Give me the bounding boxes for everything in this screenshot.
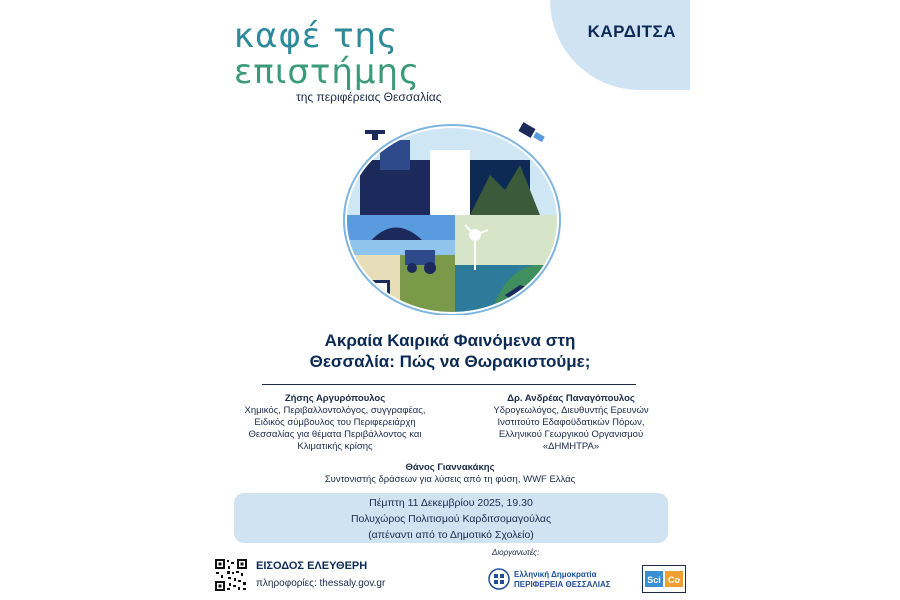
speaker-panagopoulos xyxy=(458,393,684,453)
greek-emblem-icon xyxy=(488,568,510,590)
event-title-line-2: Θεσσαλία: Πώς να Θωρακιστούμε; xyxy=(309,352,591,371)
city-name: ΚΑΡΔΙΤΣΑ xyxy=(587,22,676,41)
organizers-label: Διοργανωτές: xyxy=(492,548,540,557)
speaker-role-line: «ΔΗΜΗΤΡΑ» xyxy=(542,441,600,452)
title-divider xyxy=(262,384,636,385)
scico-logo xyxy=(642,565,686,593)
drone-icon xyxy=(365,130,385,140)
organizer-line-1: Ελληνική Δημοκρατία xyxy=(514,570,597,579)
science-cafe-logo xyxy=(234,18,442,104)
speaker-role-line: Ελληνικού Γεωργικού Οργανισμού xyxy=(498,429,644,440)
event-title-line-1: Ακραία Καιρικά Φαινόμενα στη xyxy=(324,331,576,350)
speaker-name: Ζήσης Αργυρόπουλος xyxy=(284,393,386,404)
logo-subtitle: της περιφέρειας Θεσσαλίας xyxy=(296,90,442,104)
speaker-role-line: Υδρογεωλόγος, Διευθυντής Ερευνών xyxy=(493,405,649,416)
speaker-role-line: Συντονιστής δράσεων για λύσεις από τη φύση, WWF Ελλάς xyxy=(324,474,576,485)
event-venue: Πολυχώρος Πολιτισμού Καρδιτσομαγούλας xyxy=(350,513,552,525)
speaker-giannakakis xyxy=(270,462,630,486)
venue-note: (απέναντι από το Δημοτικό Σχολείο) xyxy=(368,529,534,541)
logo-line-1: καφέ της xyxy=(234,16,399,56)
city-badge-background xyxy=(550,0,690,90)
speaker-role-line: Ειδικός σύμβουλος του Περιφερειάρχη xyxy=(254,417,416,428)
event-details-box xyxy=(234,493,668,543)
event-poster xyxy=(210,0,690,600)
organizer-line-2: ΠΕΡΙΦΕΡΕΙΑ ΘΕΣΣΑΛΙΑΣ xyxy=(514,580,611,589)
climate-illustration xyxy=(340,120,565,315)
free-entry-label: ΕΙΣΟΔΟΣ ΕΛΕΥΘΕΡΗ xyxy=(256,560,368,572)
speaker-role-line: Θεσσαλίας για θέματα Περιβάλλοντος και xyxy=(248,429,422,440)
speaker-argyropoulos xyxy=(220,393,450,453)
satellite-icon xyxy=(518,122,544,142)
event-date: Πέμπτη 11 Δεκεμβρίου 2025, 19.30 xyxy=(369,497,533,509)
speaker-role-line: Ινστιτούτο Εδαφοϋδατικών Πόρων, xyxy=(497,417,645,428)
qr-code-icon xyxy=(214,558,248,592)
scico-left-text: Sci xyxy=(647,575,661,585)
info-link-text: πληροφορίες: thessaly.gov.gr xyxy=(256,578,386,589)
speaker-role-line: Χημικός, Περιβαλλοντολόγος, συγγραφέας, xyxy=(244,405,426,416)
speaker-role-line: Κλιματικής κρίσης xyxy=(297,441,373,452)
speaker-name: Δρ. Ανδρέας Παναγόπουλος xyxy=(507,393,635,404)
event-title xyxy=(210,330,690,372)
logo-line-2: επιστήμης xyxy=(234,52,421,92)
scico-right-text: Co xyxy=(668,575,680,585)
speaker-name: Θάνος Γιαννακάκης xyxy=(405,462,495,473)
